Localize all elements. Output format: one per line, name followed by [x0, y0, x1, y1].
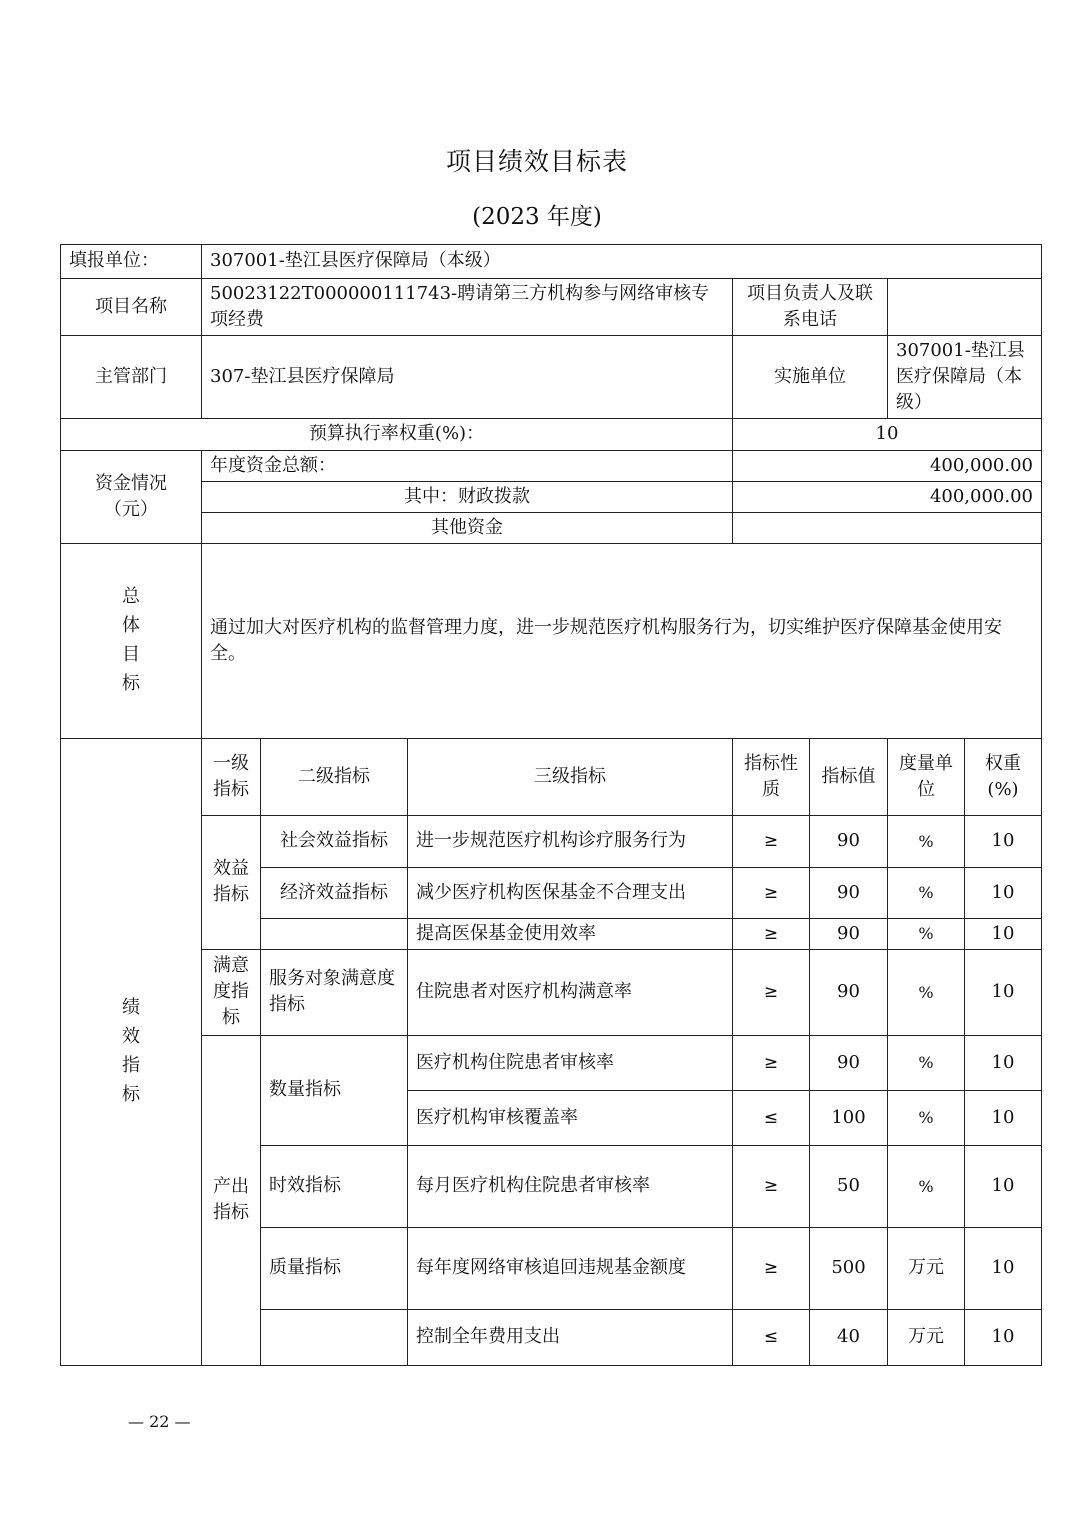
project-name-label: 项目名称	[61, 279, 202, 336]
row-unit: %	[888, 949, 965, 1035]
row-l3: 进一步规范医疗机构诊疗服务行为	[408, 815, 733, 867]
funds-fiscal-label: 其中：财政拨款	[202, 481, 733, 512]
row-weight: 10	[965, 1227, 1042, 1309]
project-name-value: 50023122T000000111743-聘请第三方机构参与网络审核专项经费	[202, 279, 733, 336]
row-l3: 每年度网络审核追回违规基金额度	[408, 1227, 733, 1309]
performance-char: 指	[122, 1054, 140, 1076]
header-value: 指标值	[810, 738, 888, 815]
row-weight: 10	[965, 867, 1042, 918]
row-l2: 服务对象满意度指标	[261, 949, 408, 1035]
performance-char: 标	[122, 1083, 140, 1105]
row-value: 90	[810, 918, 888, 949]
row-l2: 数量指标	[261, 1035, 408, 1145]
row-l3: 控制全年费用支出	[408, 1309, 733, 1365]
table-row	[61, 815, 1042, 867]
row-unit: 万元	[888, 1309, 965, 1365]
group-satisfaction: 满意度指标	[202, 949, 261, 1035]
row-unit: %	[888, 867, 965, 918]
funds-label-line1: 资金情况	[95, 472, 167, 494]
fill-unit-label: 填报单位：	[61, 245, 202, 279]
row-l2: 经济效益指标	[261, 867, 408, 918]
row-value: 50	[810, 1145, 888, 1227]
header-level1: 一级指标	[202, 738, 261, 815]
page-subtitle: (2023 年度)	[472, 204, 602, 230]
row-l2: 社会效益指标	[261, 815, 408, 867]
row-l3: 减少医疗机构医保基金不合理支出	[408, 867, 733, 918]
row-l3: 医疗机构住院患者审核率	[408, 1035, 733, 1090]
row-l2: 质量指标	[261, 1227, 408, 1309]
row-value: 500	[810, 1227, 888, 1309]
overall-goal-char: 标	[122, 672, 140, 694]
page-number: — 22 —	[128, 1412, 191, 1431]
contact-label: 项目负责人及联系电话	[733, 279, 888, 336]
header-level2: 二级指标	[261, 738, 408, 815]
row-l3: 医疗机构审核覆盖率	[408, 1090, 733, 1145]
row-nature: ≥	[733, 949, 810, 1035]
page-title: 项目绩效目标表	[445, 147, 628, 176]
row-weight: 10	[965, 1309, 1042, 1365]
row-value: 40	[810, 1309, 888, 1365]
row-weight: 10	[965, 918, 1042, 949]
row-nature: ≥	[733, 815, 810, 867]
header-unit: 度量单位	[888, 738, 965, 815]
group-output: 产出指标	[202, 1035, 261, 1365]
row-unit: 万元	[888, 1227, 965, 1309]
performance-char: 绩	[122, 997, 140, 1019]
row-weight: 10	[965, 1145, 1042, 1227]
dept-label: 主管部门	[61, 336, 202, 419]
funds-label-line2: （元）	[104, 498, 158, 520]
row-weight: 10	[965, 1090, 1042, 1145]
performance-goal-table	[60, 244, 1042, 1366]
contact-value	[888, 279, 1042, 336]
header-weight: 权重(%)	[965, 738, 1042, 815]
row-value: 90	[810, 815, 888, 867]
funds-total-value: 400,000.00	[733, 450, 1042, 481]
row-value: 90	[810, 1035, 888, 1090]
overall-goal-char: 体	[122, 615, 140, 637]
funds-other-value	[733, 512, 1042, 543]
row-nature: ≥	[733, 867, 810, 918]
row-unit: %	[888, 1145, 965, 1227]
row-unit: %	[888, 1090, 965, 1145]
row-nature: ≥	[733, 1145, 810, 1227]
row-l3: 住院患者对医疗机构满意率	[408, 949, 733, 1035]
row-nature: ≥	[733, 1035, 810, 1090]
funds-other-label: 其他资金	[202, 512, 733, 543]
table-row	[61, 949, 1042, 1035]
group-benefit: 效益指标	[202, 815, 261, 949]
row-l2: 时效指标	[261, 1145, 408, 1227]
performance-label	[61, 738, 202, 1365]
row-unit: %	[888, 918, 965, 949]
fill-unit-value: 307001-垫江县医疗保障局（本级）	[202, 245, 1042, 279]
row-nature: ≥	[733, 1227, 810, 1309]
header-level3: 三级指标	[408, 738, 733, 815]
row-nature: ≥	[733, 918, 810, 949]
row-value: 90	[810, 949, 888, 1035]
impl-unit-label: 实施单位	[733, 336, 888, 419]
row-weight: 10	[965, 1035, 1042, 1090]
dept-value: 307-垫江县医疗保障局	[202, 336, 733, 419]
overall-goal-label	[61, 543, 202, 738]
row-nature: ≤	[733, 1309, 810, 1365]
budget-weight-value: 10	[733, 419, 1042, 450]
overall-goal-char: 目	[122, 643, 140, 665]
performance-char: 效	[122, 1026, 140, 1048]
budget-weight-label: 预算执行率权重(%)：	[61, 419, 733, 450]
funds-label	[61, 450, 202, 543]
overall-goal-text: 通过加大对医疗机构的监督管理力度，进一步规范医疗机构服务行为，切实维护医疗保障基金使用安全。	[202, 543, 1042, 738]
row-l2	[261, 1309, 408, 1365]
table-row	[61, 1035, 1042, 1090]
row-weight: 10	[965, 949, 1042, 1035]
row-weight: 10	[965, 815, 1042, 867]
funds-total-label: 年度资金总额：	[202, 450, 733, 481]
row-l2	[261, 918, 408, 949]
row-l3: 提高医保基金使用效率	[408, 918, 733, 949]
row-value: 90	[810, 867, 888, 918]
row-unit: %	[888, 1035, 965, 1090]
row-nature: ≤	[733, 1090, 810, 1145]
funds-fiscal-value: 400,000.00	[733, 481, 1042, 512]
overall-goal-char: 总	[122, 586, 140, 608]
row-unit: %	[888, 815, 965, 867]
row-value: 100	[810, 1090, 888, 1145]
header-nature: 指标性质	[733, 738, 810, 815]
impl-unit-value: 307001-垫江县医疗保障局（本级）	[888, 336, 1042, 419]
row-l3: 每月医疗机构住院患者审核率	[408, 1145, 733, 1227]
